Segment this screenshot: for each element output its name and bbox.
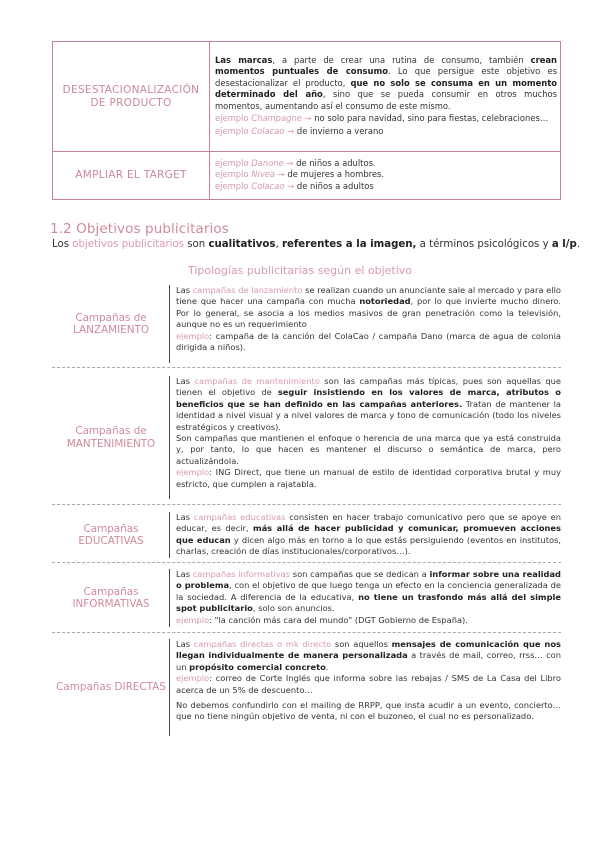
campaign-text: [169, 285, 561, 363]
bold-text: propósito comercial concreto: [189, 661, 326, 672]
campaign-row-educativas: [52, 512, 561, 558]
text-run: : correo de Corte Inglés que informa sobre las rebajas / SMS de La Casa del Libro acerca de un 5% de descuento…: [176, 673, 561, 695]
highlight-text: →: [284, 125, 297, 136]
highlight-text: ejemplo: [215, 113, 252, 124]
highlight-text: ejemplo: [176, 330, 210, 341]
bold-text: mensajes de comunicación que nos llegan individualmente de manera personalizada: [176, 639, 561, 661]
text-run: Las: [176, 569, 193, 579]
highlight-text: →: [275, 169, 288, 180]
text-run: son: [184, 239, 209, 250]
campaign-paragraph: [176, 569, 561, 615]
text-run: de niños a adultos.: [296, 157, 376, 168]
objectives-table: [52, 41, 561, 200]
row-divider: [52, 367, 561, 368]
highlight-text: campañas directas o mk directo: [193, 639, 332, 649]
text-run: , con el objetivo de que luego tenga un efecto en la conciencia generalizada de la sociedad. A diferencia de la educativa,: [176, 580, 561, 602]
campaign-row-mantenimiento: [52, 376, 561, 499]
example-line: [215, 181, 557, 193]
text-run: : campaña de la canción del ColaCao / campaña Dano (marca de agua de colonia dirigida a niños).: [176, 330, 561, 353]
bold-text: cualitativos: [208, 239, 276, 250]
bold-text: referentes a la imagen,: [281, 239, 417, 250]
bold-text: más allá de hacer publicidad y comunicar, promueven acciones que educan: [176, 523, 561, 545]
row-divider: [52, 632, 561, 633]
campaign-label: Campañas DIRECTAS: [56, 681, 166, 694]
campaign-paragraph: [176, 512, 561, 558]
bold-text: Las marcas: [215, 54, 273, 65]
text-run: Las: [176, 285, 193, 295]
text-run: , solo son anuncios.: [252, 603, 335, 614]
highlight-text: →: [284, 180, 297, 191]
campaign-paragraph: [176, 700, 561, 723]
highlight-text: campañas de mantenimiento: [194, 376, 320, 386]
campaign-label: Campañas INFORMATIVAS: [72, 585, 150, 610]
highlight-text: campañas educativas: [193, 512, 286, 522]
text-run: son campañas que se dedican a: [290, 569, 430, 579]
row-label-ampliar-target: AMPLIAR EL TARGET: [53, 152, 210, 200]
campaign-row-directas: [52, 639, 561, 736]
rich-paragraph: [215, 55, 557, 113]
bold-text: no tiene un trasfondo más allá del simple spot publicitario: [176, 591, 561, 614]
campaign-paragraph: [176, 433, 561, 467]
text-run: son aquellos: [331, 639, 392, 649]
bold-text: notoriedad: [359, 296, 411, 307]
highlight-text: ejemplo: [215, 157, 252, 168]
highlight-text: ejemplo: [215, 125, 252, 136]
highlight-text: ejemplo: [215, 169, 252, 180]
campaign-example: [176, 673, 561, 696]
row-divider: [52, 504, 561, 505]
brand-name: Colacao: [251, 180, 285, 191]
bold-text: seguir insistiendo en los valores de marca, atributos o beneficios que se han definido en las campañas anteriores.: [176, 387, 561, 409]
highlight-text: objetivos publicitarios: [72, 239, 184, 250]
highlight-text: →: [283, 157, 297, 168]
text-run: se realizan cuando un anunciante sale al mercado y para ello tiene que hacer una campaña con mucha: [176, 285, 561, 307]
text-run: de niños a adultos: [296, 180, 374, 191]
text-run: . Lo que persigue este objetivo es desestacionalizar el producto,: [215, 66, 558, 88]
row-label-desestacionalizacion: DESESTACIONALIZACIÓN DE PRODUCTO: [53, 42, 210, 152]
typologies-subtitle: Tipologías publicitarias según el objetivo: [187, 264, 413, 277]
table-row: [53, 152, 561, 200]
text-run: y dicen algo más en torno a lo que estás persiguiendo (eventos en institutos, charlas, creación de días institucionales/corporativos…).: [176, 534, 561, 557]
text-run: : "la canción más cara del mundo" (DGT Gobierno de España).: [209, 614, 468, 625]
text-run: .: [576, 239, 581, 250]
example-line: [215, 158, 557, 170]
highlight-text: ejemplo: [176, 673, 210, 684]
campaign-example: [176, 467, 561, 490]
text-run: : ING Direct, que tiene un manual de estilo de identidad corporativa brutal y muy estricto, que cumplen a rajatabla.: [176, 467, 561, 489]
text-run: No debemos confundirlo con el mailing de RRPP, que insta acudir a un evento, concierto… que no tiene ningún objetivo de venta, ni con el buzoneo, el cual no es personalizado.: [176, 700, 561, 722]
campaign-text: [169, 639, 561, 736]
text-run: son las campañas más típicas, pues son aquellas que tienen el objetivo de: [176, 376, 562, 398]
campaign-example: [176, 331, 561, 354]
example-line: [215, 126, 557, 138]
campaign-label: Campañas de LANZAMIENTO: [72, 311, 150, 336]
highlight-text: →: [301, 113, 315, 124]
text-run: no solo para navidad, sino para fiestas, celebraciones…: [314, 113, 549, 124]
highlight-text: campañas de lanzamiento: [192, 285, 303, 295]
campaign-row-lanzamiento: [52, 285, 561, 363]
bold-text: que no solo se consuma en un momento determinado del año: [215, 77, 557, 100]
text-run: , sino que se pueda consumir en otros muchos momentos, aumentando así el consumo de este mismo.: [215, 89, 557, 111]
highlight-text: ejemplo: [215, 180, 252, 191]
campaign-row-informativas: [52, 569, 561, 627]
text-run: Las: [176, 639, 194, 649]
bold-text: a l/p: [551, 239, 577, 250]
text-run: ,: [275, 239, 282, 250]
text-run: , a parte de crear una rutina de consumo, también: [272, 54, 531, 65]
text-run: , por lo que invierte mucho dinero. Por lo general, se asocia a los medios masivos de gran penetración como la televisión, aunque no es un requerimiento: [176, 296, 561, 330]
campaign-paragraph: [176, 376, 561, 433]
highlight-text: campañas informativas: [192, 569, 291, 579]
campaign-text: [169, 569, 561, 627]
row-body-desestacionalizacion: [210, 42, 561, 152]
row-body-ampliar-target: [210, 152, 561, 200]
text-run: Las: [176, 512, 194, 522]
brand-name: Nivea: [251, 169, 276, 180]
campaign-paragraph: [176, 285, 561, 331]
campaign-label: Campañas EDUCATIVAS: [78, 522, 144, 547]
example-line: [215, 113, 557, 125]
bold-text: crean momentos puntuales de consumo: [215, 54, 557, 77]
bold-text: informar sobre una realidad o problema: [176, 569, 561, 591]
section-heading: 1.2 Objetivos publicitarios: [50, 221, 229, 237]
campaign-paragraph: [176, 639, 561, 673]
text-run: Las: [176, 376, 195, 386]
campaign-example: [176, 615, 561, 626]
text-run: de mujeres a hombres.: [287, 169, 385, 180]
section-intro: [52, 239, 580, 250]
row-divider: [52, 562, 561, 563]
text-run: a términos psicológicos y: [416, 239, 552, 250]
text-run: Tratan de mantener la identidad a nivel visual y a nivel valores de marca y tono de comunicación (todo los niveles estratégicos y creativos).: [176, 398, 562, 432]
table-row: [53, 42, 561, 152]
highlight-text: ejemplo: [176, 614, 210, 625]
campaign-text: [169, 512, 561, 558]
text-run: consisten en hacer trabajo comunicativo pero que se apoye en educar, es decir,: [176, 512, 561, 534]
highlight-text: ejemplo: [176, 467, 210, 478]
campaign-label: Campañas de MANTENIMIENTO: [66, 425, 156, 450]
text-run: .: [325, 661, 329, 672]
brand-name: Champagne: [251, 113, 302, 124]
brand-name: Colacao: [251, 125, 285, 136]
text-run: de invierno a verano: [296, 125, 384, 136]
campaign-text: [169, 376, 561, 499]
text-run: Son campañas que mantienen el enfoque o herencia de una marca que ya está construida y, por tanto, lo que hacen es mantener el discurso o semántica de marca, pero actualizándola.: [176, 433, 561, 466]
text-run: Los: [52, 239, 73, 250]
text-run: a través de mail, correo, rrss… con un: [176, 650, 561, 672]
brand-name: Danone: [251, 157, 284, 168]
example-line: [215, 169, 557, 181]
